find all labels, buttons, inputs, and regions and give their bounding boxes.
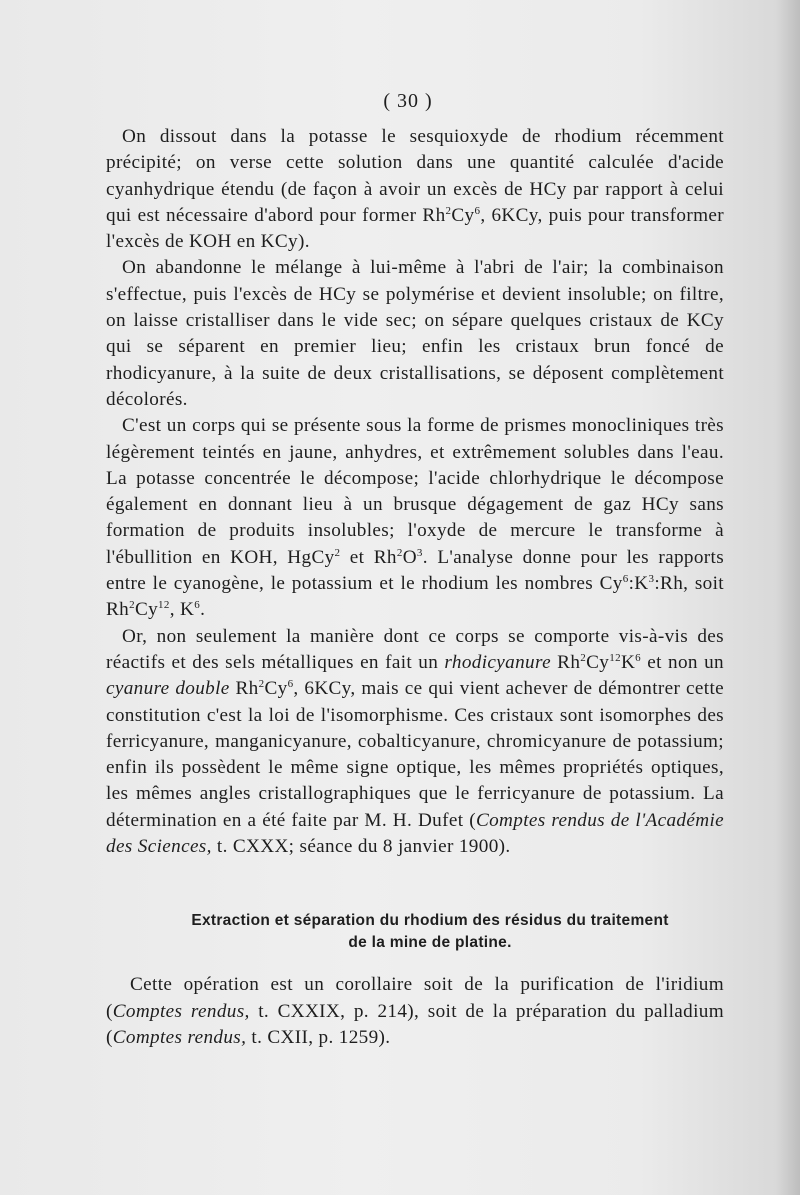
- text-run: On dissout dans la potasse le sesquioxyde de rhodium récemment précipité; on verse cette solution dans une quantité calculée d'acide cyanhydrique étendu (de façon à avoir un excès de HCy par rapport à celui qui est nécessaire d'abord pour former Rh: [106, 126, 724, 226]
- superscript: 2: [258, 678, 265, 691]
- superscript: 2: [334, 546, 341, 559]
- section-heading-line-2: de la mine de platine.: [348, 934, 512, 951]
- superscript: 6: [287, 678, 294, 691]
- text-run: et non un: [641, 651, 724, 673]
- text-run: Rh: [229, 678, 259, 700]
- paragraph-5: [106, 972, 724, 1052]
- text-run: Cy: [451, 204, 475, 226]
- page-number: ( 30 ): [383, 90, 433, 112]
- italic-citation: Comptes rendus de l'Académie des Sciences,: [106, 809, 724, 858]
- superscript: 2: [580, 651, 587, 664]
- text-run: :Rh, soit Rh: [106, 573, 724, 621]
- italic-term: rhodicyanure: [444, 651, 551, 673]
- superscript: 6: [194, 599, 201, 612]
- superscript: 2: [396, 546, 403, 559]
- text-run: Or, non seulement la manière dont ce corps se comporte vis-à-vis des réactifs et des sels métalliques en fait un: [106, 625, 724, 673]
- superscript: 3: [416, 546, 423, 559]
- section-text: [106, 972, 724, 1052]
- text-run: Rh: [550, 651, 581, 673]
- text-run: K: [620, 651, 636, 673]
- section-heading-line-1: Extraction et séparation du rhodium des résidus du traitement: [191, 912, 669, 929]
- superscript: 12: [158, 599, 170, 612]
- text-run: C'est un corps qui se présente sous la forme de prismes monocliniques très légèrement teintés en jaune, anhydres, et extrêmement solubles dans l'eau. La potasse concentrée le décompose; l'acide chlorhydrique le décompose également en donnant lieu à un brusque dégagement de gaz HCy sans formation de produits insolubles; l'oxyde de mercure le transforme à l'ébullition en KOH, HgCy: [106, 415, 724, 568]
- text-run: Cette opération est un corollaire soit de la purification de l'iridium (: [106, 974, 724, 1022]
- superscript: 6: [635, 651, 642, 664]
- body-text: [106, 124, 724, 860]
- paragraph-4: [106, 624, 724, 861]
- text-run: .: [200, 599, 206, 621]
- superscript: 12: [609, 651, 621, 664]
- text-run: , K: [169, 599, 195, 621]
- text-run: Cy: [264, 678, 288, 700]
- paragraph-1: [106, 124, 724, 255]
- paragraph-2: On abandonne le mélange à lui-même à l'abri de l'air; la combinaison s'effectue, puis l'excès de HCy se polymérise et devient insoluble; on filtre, on laisse cristalliser dans le vide sec; on sépare quelques cristaux de KCy qui se séparent en premier lieu; enfin les cristaux brun foncé de rhodicyanure, à la suite de deux cristallisations, se déposent complètement décolorés.: [106, 257, 724, 410]
- superscript: 3: [648, 573, 655, 586]
- section-heading: [110, 910, 750, 954]
- text-run: . L'analyse donne pour les rapports entre le cyanogène, le potassium et le rhodium les nombres Cy: [106, 546, 725, 595]
- paragraph-3: [106, 413, 724, 623]
- text-run: t. CXXX; séance du 8 janvier 1900).: [211, 836, 511, 858]
- superscript: 2: [445, 204, 452, 217]
- superscript: 2: [129, 599, 135, 612]
- superscript: 6: [622, 573, 629, 586]
- italic-term: cyanure double: [106, 678, 230, 700]
- text-run: Cy: [134, 599, 159, 621]
- text-run: , 6KCy, puis pour transformer l'excès de KOH en KCy).: [106, 204, 724, 253]
- superscript: 6: [474, 204, 481, 217]
- text-run: Cy: [586, 651, 610, 673]
- text-run: , 6KCy, mais ce qui vient achever de démontrer cette constitution c'est la loi de l'isomorphisme. Ces cristaux sont isomorphes des ferricyanure, manganicyanure, cobalticyanure, chromicyanure de potassium; enfin ils possèdent le même signe optique, les mêmes propriétés optiques, les mêmes angles cristallographiques que le ferricyanure de potassium. La détermination en a été faite par M. H. Dufet (: [106, 678, 724, 831]
- text-run: t. CXII, p. 1259).: [246, 1027, 391, 1048]
- italic-citation: Comptes rendus,: [112, 1000, 250, 1022]
- italic-citation: Comptes rendus,: [112, 1027, 247, 1048]
- text-run: t. CXXIX, p. 214), soit de la préparation du palladium (: [106, 1000, 724, 1048]
- text-run: O: [402, 546, 417, 568]
- text-run: et Rh: [340, 546, 397, 568]
- text-run: :K: [628, 573, 649, 595]
